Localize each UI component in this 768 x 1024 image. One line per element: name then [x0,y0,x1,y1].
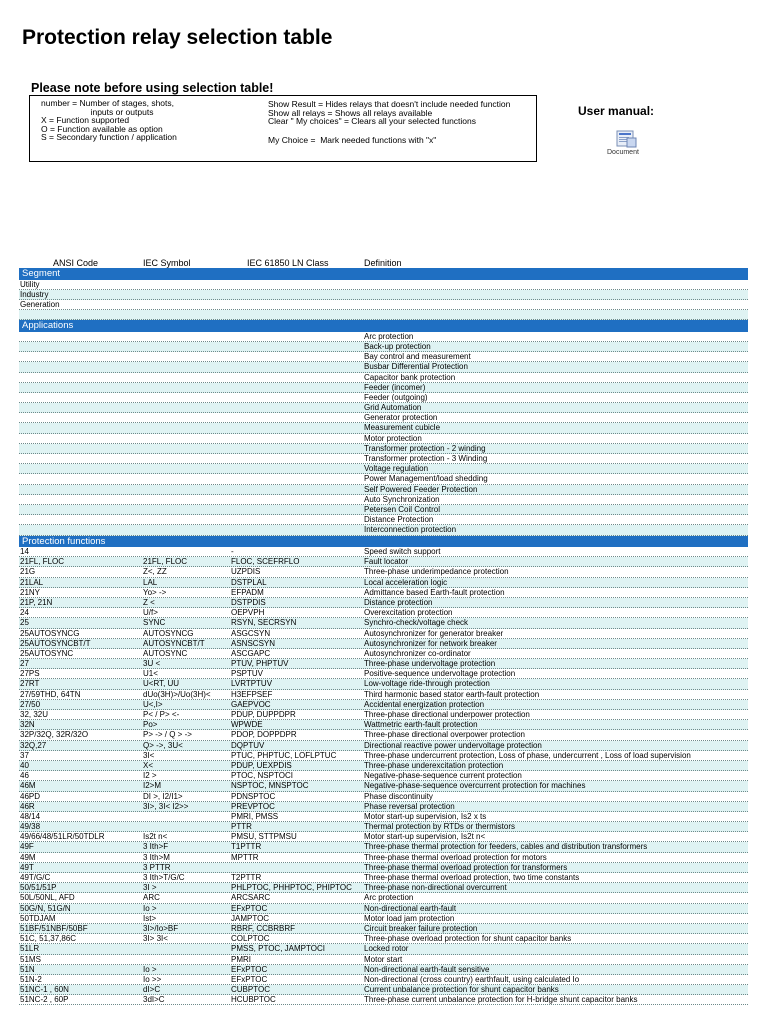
iec61850-cell: T2PTTR [231,873,262,882]
ansi-code-cell: 51MS [20,954,41,964]
iec-symbol-cell: AUTOSYNCBT/T [143,638,205,648]
definition-cell: Interconnection protection [364,525,457,535]
iec61850-cell: - [231,547,234,556]
definition-cell: Non-directional (cross country) earthfault, using calculated Io [364,974,580,984]
table-row [19,832,748,842]
definition-cell: Arc protection [364,331,414,341]
definition-cell: Back-up protection [364,341,431,351]
iec-symbol-cell: Yo> -> [143,587,167,597]
iec-symbol-cell: SYNC [143,618,166,628]
definition-cell: Feeder (incomer) [364,382,426,392]
definition-cell: Thermal protection by RTDs or thermistors [364,822,516,832]
definition-cell: Grid Automation [364,403,422,413]
iec-symbol-cell: U<,I> [143,699,163,709]
ansi-code-cell: 32Q,27 [20,740,47,750]
ansi-code-cell: 49/66/48/51LR/50TDLR [20,832,105,842]
iec61850-cell: DQPTUV [231,740,265,750]
ansi-code-cell: 25AUTOSYNCG [20,628,80,638]
table-row [19,822,748,832]
definition-cell: Non-directional earth-fault sensitive [364,964,490,974]
definition-cell: Wattmetric earth-fault protection [364,720,478,730]
definition-cell: Three-phase undercurrent protection, Loss of phase, undercurrent , Loss of load supervision [364,750,691,760]
ansi-code-cell: 46 [20,771,29,781]
ansi-code-cell: Utility [20,279,40,289]
ansi-code-cell: 21NY [20,587,41,597]
table-row [19,332,748,342]
definition-cell: Power Management/load shedding [364,474,488,484]
iec61850-cell: PMSU, STTPMSU [231,832,297,842]
table-row [19,423,748,433]
iec61850-cell: PTOC, NSPTOCI [231,771,293,781]
table-row [19,444,748,454]
button-help-item: Show Result = Hides relays that doesn't include needed function [268,99,511,109]
ansi-code-cell: 25AUTOSYNC [20,648,74,658]
iec-symbol-cell: Io > [143,903,157,913]
iec61850-cell: PMRI [231,954,251,964]
table-row [19,975,748,985]
ansi-code-cell: 49T [20,862,34,872]
table-row [19,700,748,710]
definition-cell: Three-phase directional overpower protection [364,730,525,740]
iec61850-cell: HCUBPTOC [231,995,276,1005]
iec61850-cell: PDUP, UEXPDIS [231,760,292,770]
ansi-code-cell: 46M [20,781,36,791]
definition-cell: Feeder (outgoing) [364,392,428,402]
ansi-code-cell: Industry [20,289,49,299]
iec61850-cell: DSTPLAL [231,577,267,587]
definition-cell: Three-phase thermal overload protection for transformers [364,862,568,872]
iec-symbol-cell: 3I>, 3I< I2>> [143,801,189,811]
iec-symbol-cell: DI >, I2/I1> [143,791,183,801]
definition-cell: Bay control and measurement [364,352,471,362]
table-row [19,505,748,515]
definition-cell: Autosynchronizer for generator breaker [364,628,504,638]
definition-cell: Three-phase thermal overload protection, two time constants [364,873,580,882]
iec-symbol-cell: 3 PTTR [143,862,171,872]
iec-symbol-cell: Po> [143,720,158,730]
table-row [19,649,748,659]
table-row [19,495,748,505]
iec61850-cell: PTUV, PHPTUV [231,659,289,669]
definition-cell: Three-phase underexcitation protection [364,760,504,770]
definition-cell: Motor start-up supervision, Is2 x ts [364,811,487,821]
table-row [19,413,748,423]
ansi-code-cell: 51N-2 [20,974,42,984]
ansi-code-cell: 21LAL [20,577,44,587]
button-help-list [268,100,510,144]
definition-cell: Three-phase thermal overload protection for motors [364,852,547,862]
table-row [19,403,748,413]
table-row [19,720,748,730]
definition-cell: Motor protection [364,433,422,443]
iec-symbol-cell: AUTOSYNC [143,648,188,658]
table-row [19,914,748,924]
definition-cell: Motor start [364,954,403,964]
ansi-code-cell: 49T/G/C [20,873,51,882]
iec61850-cell: PMSS, PTOC, JAMPTOCI [231,944,325,954]
table-row [19,904,748,914]
table-row [19,474,748,484]
definition-cell: Autosynchronizer for network breaker [364,638,497,648]
ansi-code-cell: 27RT [20,679,40,689]
iec-symbol-cell: 3I>/Io>BF [143,923,179,933]
table-row [19,792,748,802]
table-row [19,342,748,352]
ansi-code-cell: 40 [20,760,29,770]
table-row [19,934,748,944]
definition-cell: Three-phase non-directional overcurrent [364,883,507,893]
iec61850-cell: RBRF, CCBRBRF [231,923,296,933]
ansi-code-cell: 50/51/51P [20,883,57,893]
ansi-code-cell: 37 [20,750,29,760]
iec61850-cell: RSYN, SECRSYN [231,618,297,628]
definition-cell: Three-phase undervoltage protection [364,659,496,669]
iec-symbol-cell: U1< [143,669,158,679]
iec61850-cell: ARCSARC [231,893,271,903]
note-box [29,95,537,162]
ansi-code-cell: 21G [20,567,36,577]
table-row [19,464,748,474]
table-row [19,965,748,975]
definition-cell: Local acceleration logic [364,577,448,587]
ansi-code-cell: 21FL, FLOC [20,557,65,567]
iec61850-cell: PTUC, PHPTUC, LOFLPTUC [231,750,337,760]
ansi-code-cell: 25 [20,618,29,628]
ansi-code-cell: 46R [20,801,35,811]
legend-item: number = Number of stages, shots, [41,98,174,108]
table-row [19,781,748,791]
iec-symbol-cell: U/f> [143,608,158,618]
table-row [19,567,748,577]
table-row [19,893,748,903]
definition-cell: Circuit breaker failure protection [364,923,478,933]
iec61850-cell: DSTPDIS [231,597,266,607]
iec61850-cell: EFxPTOC [231,974,268,984]
table-row [19,669,748,679]
ansi-code-cell: 48/14 [20,811,41,821]
button-help-item: Show all relays = Shows all relays available [268,107,433,118]
iec61850-cell: WPWDE [231,720,263,730]
iec-symbol-cell: I2 > [143,771,157,781]
definition-cell: Non-directional earth-fault [364,903,457,913]
legend-item: O = Function available as option [41,123,163,134]
iec61850-cell: PSPTUV [231,669,264,679]
table-row [19,588,748,598]
column-header-iec-symbol: IEC Symbol [143,258,191,268]
definition-cell: Distance Protection [364,515,434,525]
user-manual-label: User manual: [578,104,655,118]
table-row [19,578,748,588]
table-row [19,751,748,761]
definition-cell: Admittance based Earth-fault protection [364,587,505,597]
ansi-code-cell: 49/38 [20,822,41,832]
table-row [19,485,748,495]
button-help-item: Clear " My choices" = Clears all your selected functions [268,116,476,126]
iec-symbol-cell: 3I > [143,883,157,893]
definition-cell: Directional reactive power undervoltage protection [364,740,542,750]
iec-symbol-cell: dI>C [143,985,161,995]
iec61850-cell: NSPTOC, MNSPTOC [231,781,309,791]
table-row [19,639,748,649]
iec61850-cell: H3EFPSEF [231,689,273,699]
definition-cell: Synchro-check/voltage check [364,618,469,628]
definition-cell: Locked rotor [364,944,409,954]
table-row [19,310,748,320]
definition-cell: Generator protection [364,413,438,423]
column-header-ansi: ANSI Code [53,258,99,268]
table-row [19,557,748,567]
table-row [19,352,748,362]
iec61850-cell: JAMPTOC [231,913,270,923]
selection-table [19,268,748,1005]
ansi-code-cell: 51LR [20,944,40,954]
table-row [19,863,748,873]
iec61850-cell: PTTR [231,822,252,832]
legend-item: X = Function supported [41,115,130,125]
ansi-code-cell: 21P, 21N [20,597,53,607]
iec61850-cell: EFxPTOC [231,903,268,913]
iec61850-cell: MPTTR [231,852,259,862]
column-header-definition: Definition [364,258,402,268]
definition-cell: Speed switch support [364,547,441,556]
iec-symbol-cell: Io > [143,964,157,974]
table-row [19,690,748,700]
ansi-code-cell: 32, 32U [20,710,49,719]
section-header: Protection functions [19,536,748,548]
section-header: Applications [19,320,748,332]
iec61850-cell: PDOP, DOPPDPR [231,730,297,740]
definition-cell: Accidental energization protection [364,699,485,709]
table-row [19,924,748,934]
iec61850-cell: OEPVPH [231,608,265,618]
definition-cell: Three-phase current unbalance protection for H-bridge shunt capacitor banks [364,995,638,1005]
definition-cell: Three-phase directional underpower protection [364,710,530,719]
definition-cell: Measurement cubicle [364,423,441,433]
table-row [19,944,748,954]
ansi-code-cell: 50L/50NL, AFD [20,893,75,903]
table-row [19,985,748,995]
iec-symbol-cell: ARC [143,893,160,903]
iec61850-cell: T1PTTR [231,842,262,852]
table-row [19,710,748,720]
ansi-code-cell: 27 [20,659,29,669]
iec-symbol-cell: 3I> 3I< [143,934,168,944]
iec61850-cell: GAEPVOC [231,699,271,709]
iec61850-cell: COLPTOC [231,934,270,944]
definition-cell: Fault locator [364,557,409,567]
iec-symbol-cell: P< / P> <- [143,710,180,719]
definition-cell: Transformer protection - 2 winding [364,443,486,453]
table-row [19,873,748,883]
definition-cell: Current unbalance protection for shunt capacitor banks [364,985,559,995]
iec61850-cell: ASCGAPC [231,648,271,658]
table-row [19,547,748,557]
iec-symbol-cell: Io >> [143,974,162,984]
table-row [19,659,748,669]
iec-symbol-cell: dUo(3H)>/Uo(3H)< [143,689,211,699]
legend-item: inputs or outputs [41,106,154,117]
iec61850-cell: EFxPTOC [231,964,268,974]
table-row [19,995,748,1005]
table-row [19,525,748,535]
ansi-code-cell: 24 [20,608,29,618]
definition-cell: Distance protection [364,597,433,607]
table-row [19,515,748,525]
legend-list [41,99,177,142]
definition-cell: Overexcitation protection [364,608,453,618]
iec-symbol-cell: P> -> / Q > -> [143,730,192,740]
iec61850-cell: LVRTPTUV [231,679,273,689]
ansi-code-cell: 27PS [20,669,40,679]
iec61850-cell: PMRI, PMSS [231,811,279,821]
table-row [19,771,748,781]
table-row [19,434,748,444]
iec-symbol-cell: 21FL, FLOC [143,557,188,567]
ansi-code-cell: 51BF/51NBF/50BF [20,923,88,933]
table-row [19,393,748,403]
table-row [19,741,748,751]
table-row [19,598,748,608]
iec-symbol-cell: 3dI>C [143,995,165,1005]
table-row [19,373,748,383]
definition-cell: Autosynchronizer co-ordinator [364,648,471,658]
ansi-code-cell: Generation [20,299,60,309]
iec-symbol-cell: 3U < [143,659,161,669]
iec61850-cell: PDNSPTOC [231,791,276,801]
table-row [19,629,748,639]
definition-cell: Three-phase thermal protection for feeders, cables and distribution transformers [364,842,648,852]
ansi-code-cell: 49F [20,842,34,852]
ansi-code-cell: 32P/32Q, 32R/32O [20,730,89,740]
definition-cell: Motor load jam protection [364,913,455,923]
table-row [19,842,748,852]
ansi-code-cell: 27/59THD, 64TN [20,689,81,699]
iec61850-cell: PHLPTOC, PHHPTOC, PHIPTOC [231,883,352,893]
definition-cell: Low-voltage ride-through protection [364,679,490,689]
definition-cell: Negative-phase-sequence current protection [364,771,522,781]
definition-cell: Three-phase overload protection for shunt capacitor banks [364,934,572,944]
iec-symbol-cell: 3 Ith>M [143,852,170,862]
iec-symbol-cell: 3I< [143,750,155,760]
definition-cell: Phase discontinuity [364,791,433,801]
ansi-code-cell: 51N [20,964,35,974]
iec-symbol-cell: U<RT, UU [143,679,180,689]
definition-cell: Positive-sequence undervoltage protection [364,669,516,679]
iec61850-cell: UZPDIS [231,567,261,577]
iec61850-cell: CUBPTOC [231,985,270,995]
table-row [19,955,748,965]
iec61850-cell: PREVPTOC [231,801,275,811]
iec-symbol-cell: 3 Ith>T/G/C [143,873,185,882]
iec-symbol-cell: Is2t n< [143,832,168,842]
table-row [19,730,748,740]
iec61850-cell: FLOC, SCEFRFLO [231,557,300,567]
table-row [19,761,748,771]
iec-symbol-cell: X< [143,760,154,770]
note-heading: Please note before using selection table! [31,81,274,95]
definition-cell: Motor start-up supervision, Is2t n< [364,832,486,842]
table-row [19,679,748,689]
iec-symbol-cell: Z < [143,597,155,607]
ansi-code-cell: 14 [20,547,29,556]
document-icon[interactable] [615,129,639,149]
legend-item: S = Secondary function / application [41,132,177,142]
iec61850-cell: ASNSCSYN [231,638,276,648]
table-row [19,454,748,464]
table-row [19,300,748,310]
ansi-code-cell: 50TDJAM [20,913,56,923]
iec-symbol-cell: Z<, ZZ [143,567,167,577]
table-row [19,280,748,290]
document-link-label[interactable]: Document [607,149,639,156]
definition-cell: Petersen Coil Control [364,504,441,514]
iec-symbol-cell: I2>M [143,781,162,791]
ansi-code-cell: 51NC-1 , 60N [20,985,69,995]
table-row [19,290,748,300]
definition-cell: Voltage regulation [364,464,429,474]
ansi-code-cell: 49M [20,852,36,862]
page-title: Protection relay selection table [22,26,333,49]
definition-cell: Phase reversal protection [364,801,455,811]
iec-symbol-cell: Ist> [143,913,157,923]
definition-cell: Self Powered Feeder Protection [364,484,478,494]
table-row [19,812,748,822]
iec-symbol-cell: AUTOSYNCG [143,628,194,638]
table-row [19,802,748,812]
ansi-code-cell: 46PD [20,791,41,801]
definition-cell: Transformer protection - 3 Winding [364,454,488,463]
table-row [19,883,748,893]
definition-cell: Busbar Differential Protection [364,362,468,372]
table-row [19,618,748,628]
ansi-code-cell: 51NC-2 , 60P [20,995,69,1005]
iec-symbol-cell: LAL [143,577,158,587]
section-header: Segment [19,268,748,280]
iec-symbol-cell: 3 Ith>F [143,842,169,852]
table-row [19,362,748,372]
column-header-iec61850: IEC 61850 LN Class [247,258,329,268]
definition-cell: Third harmonic based stator earth-fault protection [364,689,540,699]
iec61850-cell: EFPADM [231,587,264,597]
definition-cell: Auto Synchronization [364,494,440,504]
table-row [19,608,748,618]
table-row [19,383,748,393]
iec61850-cell: PDUP, DUPPDPR [231,710,296,719]
ansi-code-cell: 27/50 [20,699,41,709]
table-row [19,853,748,863]
definition-cell: Capacitor bank protection [364,372,456,382]
iec61850-cell: ASGCSYN [231,628,271,638]
ansi-code-cell: 32N [20,720,35,730]
definition-cell: Arc protection [364,893,414,903]
ansi-code-cell: 25AUTOSYNCBT/T [20,638,91,648]
my-choice-help: My Choice = Mark needed functions with "x" [268,134,437,145]
iec-symbol-cell: Q> ->, 3U< [143,740,183,750]
definition-cell: Negative-phase-sequence overcurrent protection for machines [364,781,586,791]
definition-cell: Three-phase underimpedance protection [364,567,509,577]
ansi-code-cell: 50G/N, 51G/N [20,903,71,913]
ansi-code-cell: 51C, 51,37,86C [20,934,77,944]
